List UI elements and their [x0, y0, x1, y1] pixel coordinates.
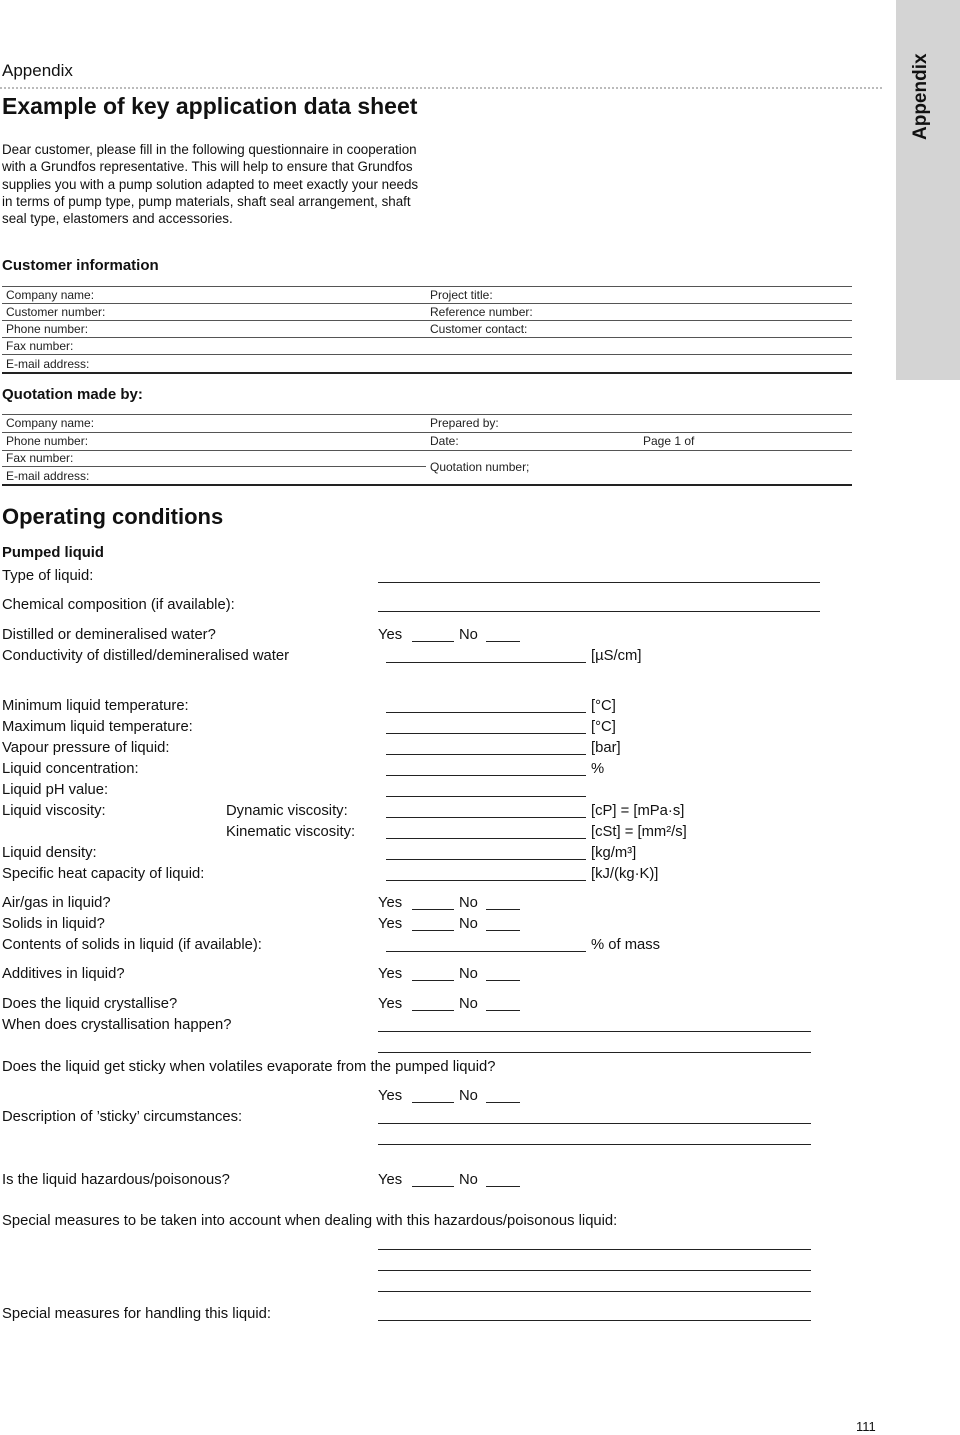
dynamic-viscosity-unit: [cP] = [mPa·s] [591, 803, 685, 819]
solids-yes-field[interactable] [412, 930, 454, 931]
page-number: 111 [856, 1419, 876, 1434]
table-rule [2, 320, 852, 321]
additives-no-label: No [459, 966, 478, 982]
heat-capacity-unit: [kJ/(kg·K)] [591, 866, 659, 882]
solids-contents-unit: % of mass [591, 937, 661, 953]
air-gas-no-label: No [459, 895, 478, 911]
page-of-label: Page 1 of [643, 434, 695, 448]
solids-no-field[interactable] [486, 930, 520, 931]
min-temp-field[interactable] [386, 712, 586, 713]
crystallise-no-field[interactable] [486, 1010, 520, 1011]
customer-info-heading: Customer information [2, 257, 159, 274]
prepared-by-label: Prepared by: [430, 416, 499, 430]
q-fax-number-label: Fax number: [6, 451, 74, 465]
hazardous-yes-label: Yes [378, 1172, 403, 1188]
operating-conditions-heading: Operating conditions [2, 504, 224, 529]
q-email-address-label: E-mail address: [6, 469, 90, 483]
solids-yes-label: Yes [378, 916, 403, 932]
air-gas-no-field[interactable] [486, 909, 520, 910]
quotation-number-label: Quotation number; [430, 460, 530, 474]
vapour-pressure-label: Vapour pressure of liquid: [2, 740, 170, 756]
sticky-yes-field[interactable] [412, 1102, 454, 1103]
section-header: Appendix [2, 61, 73, 80]
dynamic-viscosity-label: Dynamic viscosity: [226, 803, 348, 819]
distilled-no-label: No [459, 627, 478, 643]
table-rule [2, 303, 852, 304]
distilled-label: Distilled or demineralised water? [2, 627, 216, 643]
table-rule [2, 354, 852, 355]
additives-no-field[interactable] [486, 980, 520, 981]
crystallise-yes-label: Yes [378, 996, 403, 1012]
sticky-description-field[interactable] [378, 1123, 811, 1124]
type-of-liquid-field[interactable] [378, 582, 820, 583]
max-temp-label: Maximum liquid temperature: [2, 719, 193, 735]
chemical-composition-field[interactable] [378, 611, 820, 612]
hazardous-yes-field[interactable] [412, 1186, 454, 1187]
ph-label: Liquid pH value: [2, 782, 109, 798]
sticky-question-label: Does the liquid get sticky when volatiles evaporate from the pumped liquid? [2, 1059, 496, 1075]
page-title: Example of key application data sheet [2, 93, 418, 119]
kinematic-viscosity-field[interactable] [386, 838, 586, 839]
min-temp-unit: [°C] [591, 698, 616, 714]
solids-contents-label: Contents of solids in liquid (if available): [2, 937, 262, 953]
sticky-description-field-2[interactable] [378, 1144, 811, 1145]
sticky-no-field[interactable] [486, 1102, 520, 1103]
distilled-yes-label: Yes [378, 627, 403, 643]
table-rule [2, 414, 852, 415]
ph-field[interactable] [386, 796, 586, 797]
air-gas-label: Air/gas in liquid? [2, 895, 111, 911]
header-divider [0, 87, 882, 89]
additives-yes-label: Yes [378, 966, 403, 982]
heat-capacity-field[interactable] [386, 880, 586, 881]
appendix-side-tab [896, 0, 960, 380]
special-hazardous-label: Special measures to be taken into account when dealing with this hazardous/poisonous liquid: [2, 1213, 618, 1229]
distilled-yes-field[interactable] [412, 641, 454, 642]
conductivity-unit: [µS/cm] [591, 648, 642, 664]
solids-contents-field[interactable] [386, 951, 586, 952]
special-handling-field[interactable] [378, 1320, 811, 1321]
concentration-field[interactable] [386, 775, 586, 776]
table-rule [2, 372, 852, 374]
q-phone-number-label: Phone number: [6, 434, 89, 448]
kinematic-viscosity-label: Kinematic viscosity: [226, 824, 356, 840]
hazardous-no-field[interactable] [486, 1186, 520, 1187]
table-rule [2, 337, 852, 338]
hazardous-label: Is the liquid hazardous/poisonous? [2, 1172, 230, 1188]
special-handling-label: Special measures for handling this liquid: [2, 1306, 271, 1322]
company-name-label: Company name: [6, 288, 95, 302]
crystallisation-when-field-2[interactable] [378, 1052, 811, 1053]
side-tab-label: Appendix [910, 53, 931, 140]
special-hazardous-field-2[interactable] [378, 1270, 811, 1271]
additives-yes-field[interactable] [412, 980, 454, 981]
density-label: Liquid density: [2, 845, 97, 861]
date-label: Date: [430, 434, 459, 448]
min-temp-label: Minimum liquid temperature: [2, 698, 189, 714]
table-rule [2, 286, 852, 287]
density-unit: [kg/m³] [591, 845, 637, 861]
table-rule [2, 484, 852, 486]
air-gas-yes-label: Yes [378, 895, 403, 911]
air-gas-yes-field[interactable] [412, 909, 454, 910]
concentration-label: Liquid concentration: [2, 761, 139, 777]
pumped-liquid-heading: Pumped liquid [2, 545, 104, 561]
reference-number-label: Reference number: [430, 305, 533, 319]
crystallise-yes-field[interactable] [412, 1010, 454, 1011]
solids-label: Solids in liquid? [2, 916, 105, 932]
sticky-description-label: Description of ’sticky’ circumstances: [2, 1109, 243, 1125]
max-temp-unit: [°C] [591, 719, 616, 735]
phone-number-label: Phone number: [6, 322, 89, 336]
crystallisation-when-field[interactable] [378, 1031, 811, 1032]
vapour-pressure-unit: [bar] [591, 740, 621, 756]
dynamic-viscosity-field[interactable] [386, 817, 586, 818]
crystallise-label: Does the liquid crystallise? [2, 996, 178, 1012]
customer-number-label: Customer number: [6, 305, 106, 319]
density-field[interactable] [386, 859, 586, 860]
viscosity-label: Liquid viscosity: [2, 803, 106, 819]
quotation-heading: Quotation made by: [2, 386, 143, 403]
fax-number-label: Fax number: [6, 339, 74, 353]
project-title-label: Project title: [430, 288, 493, 302]
crystallisation-when-label: When does crystallisation happen? [2, 1017, 232, 1033]
additives-label: Additives in liquid? [2, 966, 125, 982]
type-of-liquid-label: Type of liquid: [2, 568, 94, 584]
intro-paragraph: Dear customer, please fill in the following questionnaire in cooperation with a Grundfos representative. This will help to ensure that Grundfos supplies you with a pump solution adapted to meet exactly your needs in terms of pump type, pump materials, shaft seal arrangement, shaft seal type, elastomers and accessories. [2, 142, 419, 227]
solids-no-label: No [459, 916, 478, 932]
email-address-label: E-mail address: [6, 357, 90, 371]
table-rule [2, 432, 852, 433]
conductivity-field[interactable] [386, 662, 586, 663]
q-company-name-label: Company name: [6, 416, 95, 430]
conductivity-label: Conductivity of distilled/demineralised water [2, 648, 290, 664]
chemical-composition-label: Chemical composition (if available): [2, 597, 235, 613]
max-temp-field[interactable] [386, 733, 586, 734]
customer-contact-label: Customer contact: [430, 322, 528, 336]
sticky-no-label: No [459, 1088, 478, 1104]
table-rule [2, 466, 426, 467]
sticky-yes-label: Yes [378, 1088, 403, 1104]
crystallise-no-label: No [459, 996, 478, 1012]
table-rule [2, 450, 852, 451]
hazardous-no-label: No [459, 1172, 478, 1188]
concentration-unit: % [591, 761, 605, 777]
special-hazardous-field[interactable] [378, 1249, 811, 1250]
heat-capacity-label: Specific heat capacity of liquid: [2, 866, 205, 882]
kinematic-viscosity-unit: [cSt] = [mm²/s] [591, 824, 687, 840]
distilled-no-field[interactable] [486, 641, 520, 642]
vapour-pressure-field[interactable] [386, 754, 586, 755]
special-hazardous-field-3[interactable] [378, 1291, 811, 1292]
